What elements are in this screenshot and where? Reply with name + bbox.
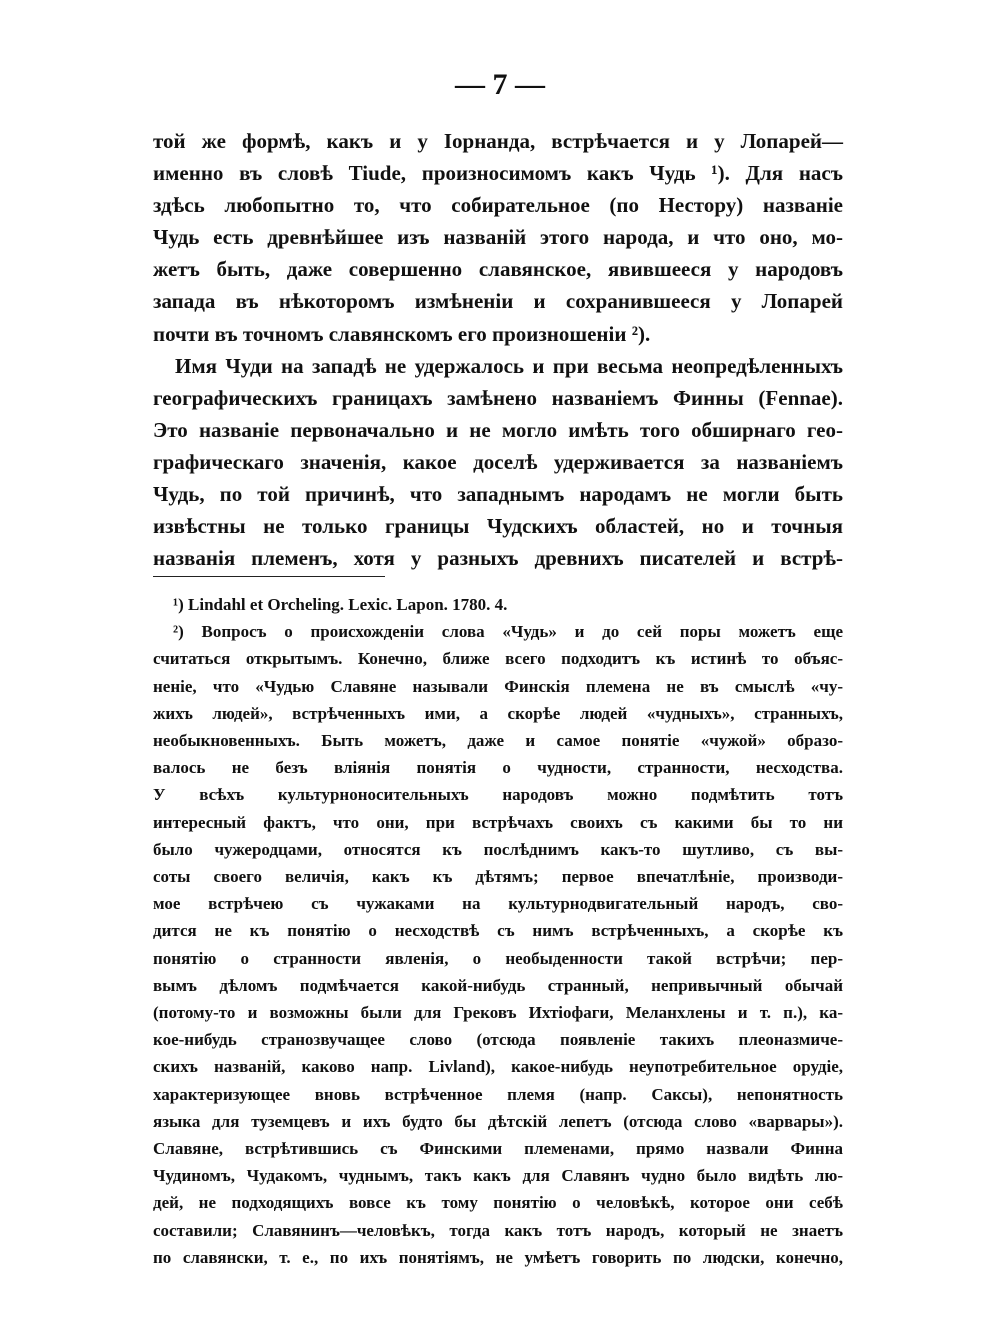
footnote-line: мое встрѣчею съ чужаками на культурнодвигательный народъ, сво- — [153, 894, 843, 914]
body-line: извѣстны не только границы Чудскихъ областей, но и точныя — [153, 514, 843, 539]
footnote-line: языка для туземцевъ и ихъ будто бы дѣтскій лепетъ (отсюда слово «варвары»). — [153, 1111, 843, 1131]
footnote-line: валось не безъ вліянія понятія о чудности, странности, несходства. — [153, 758, 843, 778]
footnote-line: кое-нибудь странозвучащее слово (отсюда появленіе такихъ плеоназмиче- — [153, 1030, 843, 1050]
body-line: той же формѣ, какъ и у Іорнанда, встрѣчается и у Лопарей— — [153, 129, 843, 153]
footnote-line: считаться открытымъ. Конечно, ближе всего подходитъ къ истинѣ то объяс- — [153, 649, 843, 669]
footnote-line: ²) Вопросъ о происхожденіи слова «Чудь» и до сей поры можетъ еще — [173, 622, 843, 642]
footnote-line: вымъ дѣломъ подмѣчается какой-нибудь странный, непривычный обычай — [153, 975, 843, 995]
footnote-line: интересный фактъ, что они, при встрѣчахъ своихъ съ какими бы то ни — [153, 812, 843, 832]
body-line: Чудь, по той причинѣ, что западнымъ народамъ не могли быть — [153, 482, 843, 507]
body-line: Чудь есть древнѣйшее изъ названій этого народа, и что оно, мо- — [153, 225, 843, 250]
body-text — [153, 125, 843, 574]
body-line: запада въ нѣкоторомъ измѣненіи и сохранившееся у Лопарей — [153, 289, 843, 314]
footnote-line: ¹) Lindahl et Orcheling. Lexic. Lapon. 1780. 4. — [173, 595, 508, 614]
body-line: названія племенъ, хотя у разныхъ древнихъ писателей и встрѣ- — [153, 546, 843, 571]
footnote-line: Чудиномъ, Чудакомъ, чуднымъ, такъ какъ для Славянъ чудно было видѣть лю- — [153, 1166, 843, 1186]
body-line: здѣсь любопытно то, что собирательное (по Нестору) названіе — [153, 193, 843, 218]
footnote-line: (потому-то и возможны были для Грековъ Ихтіофаги, Меланхлены и т. п.), ка- — [153, 1003, 843, 1023]
footnote-line: неніе, что «Чудью Славяне называли Финскія племена не въ смыслѣ «чу- — [153, 676, 843, 696]
footnote-line: характеризующее вновь встрѣченное племя (напр. Саксы), непонятность — [153, 1084, 843, 1104]
footnote-line: необыкновенныхъ. Быть можетъ, даже и самое понятіе «чужой» образо- — [153, 731, 843, 751]
body-line: географическихъ границахъ замѣнено названіемъ Финны (Fennae). — [153, 385, 843, 410]
footnotes — [153, 591, 843, 1271]
body-line: жетъ быть, даже совершенно славянское, явившееся у народовъ — [153, 257, 843, 282]
footnote-line: по славянски, т. е., по ихъ понятіямъ, не умѣетъ говорить по людски, конечно, — [153, 1247, 843, 1267]
footnote-line: У всѣхъ культурноносительныхъ народовъ можно подмѣтить тотъ — [153, 785, 843, 805]
page-number: — 7 — — [455, 68, 545, 101]
body-line: Имя Чуди на западѣ не удержалось и при весьма неопредѣленныхъ — [175, 353, 843, 378]
footnote-line: дей, не подходящихъ вовсе къ тому понятію о человѣкѣ, которое они себѣ — [153, 1193, 843, 1213]
footnote-line: скихъ названій, каково напр. Livland), какое-нибудь неупотребительное орудіе, — [153, 1057, 843, 1077]
body-line: именно въ словѣ Tiude, произносимомъ какъ Чудь ¹). Для насъ — [153, 161, 843, 186]
footnote-line: составили; Славянинъ—человѣкъ, тогда какъ тотъ народъ, который не знаетъ — [153, 1220, 843, 1240]
footnote-line: жихъ людей», встрѣченныхъ ими, а скорѣе людей «чудныхъ», странныхъ, — [153, 703, 843, 723]
body-line: почти въ точномъ славянскомъ его произношеніи ²). — [153, 321, 651, 346]
footnote-line: Славяне, встрѣтившись съ Финскими племенами, прямо назвали Финна — [153, 1139, 843, 1159]
body-line: графическаго значенія, какое доселѣ удерживается за названіемъ — [153, 449, 843, 474]
footnote-line: соты своего величія, какъ къ дѣтямъ; первое впечатлѣніе, производи- — [153, 867, 843, 887]
footnote-divider — [153, 576, 385, 577]
body-line: Это названіе первоначально и не могло имѣть того обширнаго гео- — [153, 417, 843, 442]
footnote-line: было чужеродцами, относятся къ послѣднимъ какъ-то шутливо, съ вы- — [153, 839, 843, 859]
footnote-line: понятію о странности явленія, о необыденности такой встрѣчи; пер- — [153, 948, 843, 968]
footnote-line: дится не къ понятію о несходствѣ съ нимъ встрѣченныхъ, а скорѣе къ — [153, 921, 843, 941]
